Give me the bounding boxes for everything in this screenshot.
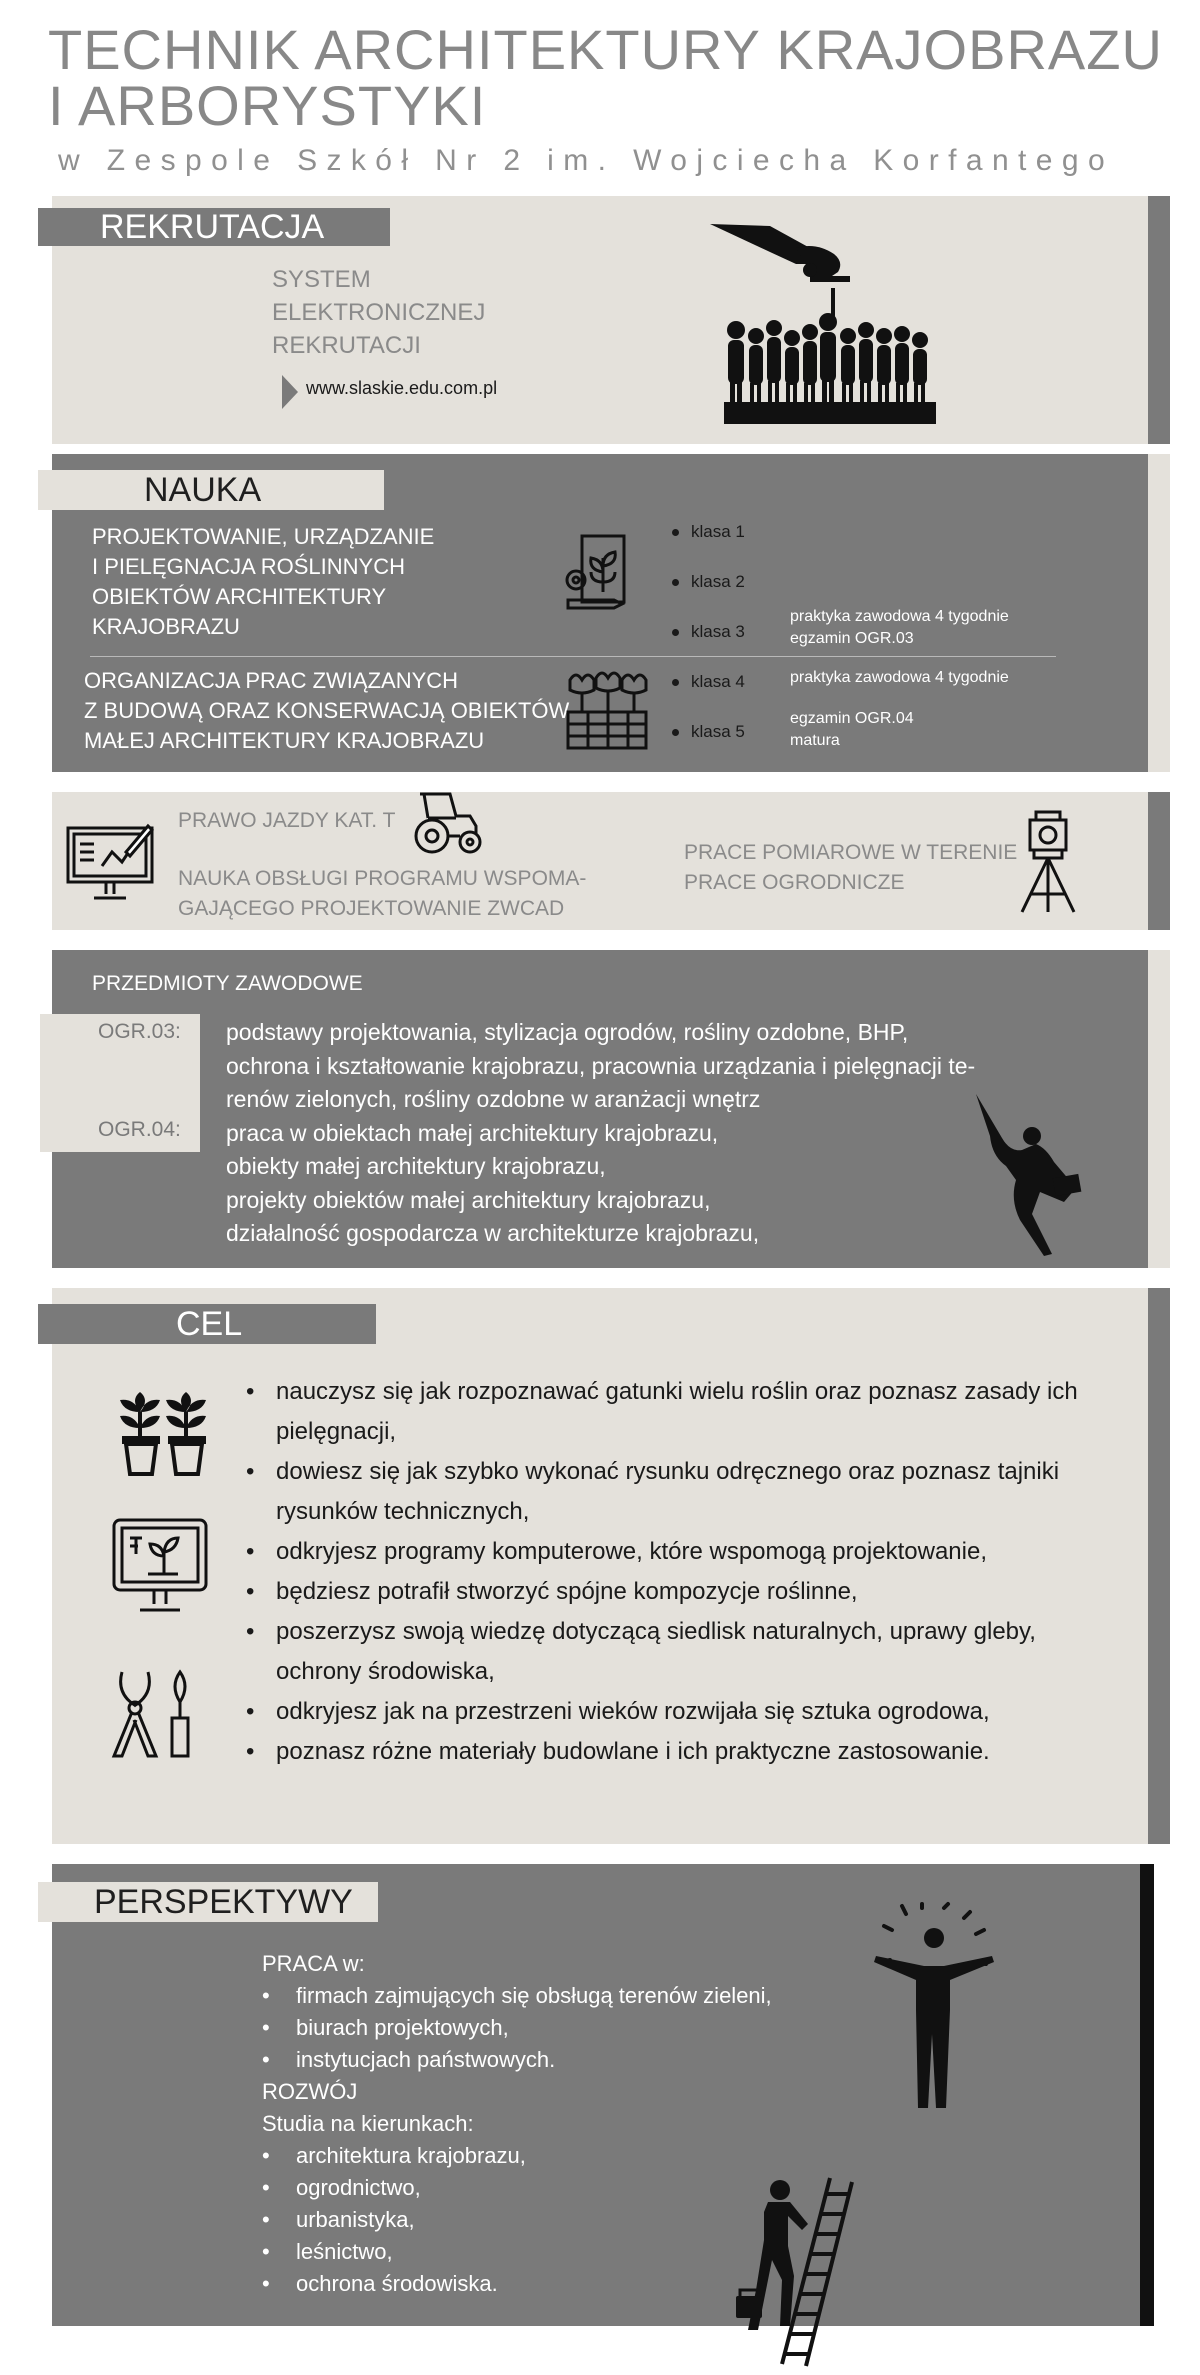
recruitment-system-text [272, 263, 485, 362]
software-line-2: GAJĄCEGO PROJEKTOWANIE ZWCAD [178, 897, 565, 920]
przedmioty-line-5: obiekty małej architektury krajobrazu, [226, 1153, 606, 1179]
software-text [178, 864, 586, 924]
cel-item-2: • dowiesz się jak szybko wykonać rysunku odręcznego oraz poznasz tajniki rysunków technicznych, [272, 1452, 1112, 1532]
przedmioty-line-6: projekty obiektów małej architektury krajobrazu, [226, 1186, 711, 1213]
survey-line-1: PRACE POMIAROWE W TERENIE [684, 841, 1018, 864]
przedmioty-heading: PRZEDMIOTY ZAWODOWE [92, 972, 363, 995]
perspektywy-content [262, 1948, 772, 2300]
recruitment-url-link[interactable]: www.slaskie.edu.com.pl [306, 378, 498, 398]
title-line-1: TECHNIK ARCHITEKTURY KRAJOBRAZU [48, 18, 1163, 81]
survey-work-text [684, 838, 1017, 898]
nauka-p1-line-4: KRAJOBRAZU [92, 614, 240, 639]
perspektywy-label [38, 1882, 378, 1922]
studia-item-2: • ogrodnictwo, [262, 2172, 772, 2204]
theodolite-icon [1016, 810, 1080, 916]
climbing-ladder-icon [726, 2176, 856, 2366]
cel-item-6: • odkryjesz jak na przestrzeni wieków rozwijała się sztuka ogrodowa, [272, 1692, 1112, 1732]
praca-item-3: • instytucjach państwowych. [262, 2044, 772, 2076]
class-3: klasa 3 [672, 622, 745, 642]
class-5: klasa 5 [672, 722, 745, 742]
computer-design-icon [66, 822, 154, 906]
cel-item-4: • będziesz potrafił stworzyć spójne kompozycje roślinne, [272, 1572, 1112, 1612]
hand-picking-crowd-icon [700, 218, 940, 426]
ogr03-label: OGR.03: [98, 1020, 181, 1043]
perspektywy-label-text: PERSPEKTYWY [94, 1882, 353, 1921]
przedmioty-line-2: ochrona i kształtowanie krajobrazu, pracownia urządzania i pielęgnacji te- [226, 1052, 976, 1079]
przedmioty-line-4: praca w obiektach małej architektury krajobrazu, [226, 1119, 719, 1146]
cel-item-1: • nauczysz się jak rozpoznawać gatunki wielu roślin oraz poznasz zasady ich pielęgnacji, [272, 1372, 1112, 1452]
perspektywy-side-bar [1140, 1864, 1154, 2326]
potted-plants-icon [116, 1388, 210, 1480]
class-5-note-line-1: egzamin OGR.04 [790, 710, 914, 727]
class-5-note [790, 708, 914, 752]
nauka-p1-line-2: I PIELĘGNACJA ROŚLINNYCH [92, 554, 405, 579]
class-3-note-line-2: egzamin OGR.03 [790, 630, 914, 647]
nauka-side-bar [1148, 454, 1170, 772]
class-3-note [790, 606, 1009, 650]
studia-item-5: • ochrona środowiska. [262, 2268, 772, 2300]
computer-plant-icon [110, 1516, 210, 1618]
bullet-icon [672, 629, 679, 636]
cel-list [272, 1372, 1112, 1772]
bullet-icon [672, 579, 679, 586]
nauka-p2-line-1: ORGANIZACJA PRAC ZWIĄZANYCH [84, 668, 459, 693]
cel-item-3: • odkryjesz programy komputerowe, które wspomogą projektowanie, [272, 1532, 1112, 1572]
cel-item-5: • poszerzysz swoją wiedzę dotyczącą siedlisk naturalnych, uprawy gleby, ochrony środowiska, [272, 1612, 1112, 1692]
class-1: klasa 1 [672, 522, 745, 542]
studia-item-3: • urbanistyka, [262, 2204, 772, 2236]
przedmioty-list [226, 1016, 975, 1251]
class-2: klasa 2 [672, 572, 745, 592]
rekrutacja-label-text: REKRUTACJA [100, 207, 325, 246]
page-subtitle: w Zespole Szkół Nr 2 im. Wojciecha Korfantego [58, 144, 1115, 177]
nauka-label [38, 470, 384, 510]
nauka-divider [90, 656, 1056, 657]
przedmioty-side-bar [1148, 950, 1170, 1268]
studia-item-4: • leśnictwo, [262, 2236, 772, 2268]
cel-label-text: CEL [176, 1304, 243, 1343]
celebrating-person-icon [872, 1904, 996, 2108]
rek-line-1: SYSTEM [272, 266, 371, 293]
studia-item-1: • architektura krajobrazu, [262, 2140, 772, 2172]
przedmioty-line-7: działalność gospodarcza w architekturze krajobrazu, [226, 1220, 760, 1246]
flower-garden-icon [564, 670, 650, 752]
skills-side-bar [1148, 792, 1170, 930]
class-4-note [790, 667, 1009, 689]
nauka-p1-line-1: PROJEKTOWANIE, URZĄDZANIE [92, 524, 435, 549]
nauka-part-2-text [84, 666, 569, 756]
class-5-note-line-2: matura [790, 732, 840, 749]
bullet-icon [672, 529, 679, 536]
flying-hero-icon [972, 1092, 1084, 1254]
rekrutacja-side-bar [1148, 196, 1170, 444]
title-line-2: I ARBORYSTYKI [48, 74, 487, 137]
przedmioty-line-1: podstawy projektowania, stylizacja ogrodów, rośliny ozdobne, BHP, [226, 1019, 909, 1045]
page-title [48, 18, 1163, 137]
studia-heading: Studia na kierunkach: [262, 2111, 474, 2136]
driving-license-text: PRAWO JAZDY KAT. T [178, 809, 396, 832]
cel-item-7: • poznasz różne materiały budowlane i ich praktyczne zastosowanie. [272, 1732, 1112, 1772]
software-line-1: NAUKA OBSŁUGI PROGRAMU WSPOMA- [178, 867, 587, 890]
survey-line-2: PRACE OGRODNICZE [684, 871, 905, 894]
bullet-icon [672, 679, 679, 686]
rek-line-3: REKRUTACJI [272, 332, 421, 359]
nauka-label-text: NAUKA [144, 470, 262, 509]
cel-label [38, 1304, 376, 1344]
ogr04-label: OGR.04: [98, 1118, 181, 1141]
nauka-p2-line-2: Z BUDOWĄ ORAZ KONSERWACJĄ OBIEKTÓW [84, 698, 570, 723]
rek-line-2: ELEKTRONICZNEJ [272, 299, 486, 326]
przedmioty-line-3: renów zielonych, rośliny ozdobne w aranżacji wnętrz [226, 1086, 761, 1112]
plant-design-icon [564, 532, 628, 618]
nauka-p2-line-3: MAŁEJ ARCHITEKTURY KRAJOBRAZU [84, 728, 485, 753]
class-4-note-line-1: praktyka zawodowa 4 tygodnie [790, 669, 1009, 686]
tractor-icon [412, 790, 484, 856]
bullet-icon [672, 729, 679, 736]
class-3-note-line-1: praktyka zawodowa 4 tygodnie [790, 608, 1009, 625]
class-4: klasa 4 [672, 672, 745, 692]
garden-tools-icon [108, 1668, 202, 1762]
nauka-part-1-text [92, 522, 434, 642]
cel-side-bar [1148, 1288, 1170, 1844]
praca-heading: PRACA w: [262, 1951, 365, 1976]
praca-item-1: • firmach zajmujących się obsługą terenów zieleni, [262, 1980, 772, 2012]
nauka-p1-line-3: OBIEKTÓW ARCHITEKTURY [92, 584, 387, 609]
rozwoj-heading: ROZWÓJ [262, 2079, 358, 2104]
praca-item-2: • biurach projektowych, [262, 2012, 772, 2044]
arrow-right-icon [282, 375, 298, 409]
rekrutacja-label [38, 208, 390, 246]
